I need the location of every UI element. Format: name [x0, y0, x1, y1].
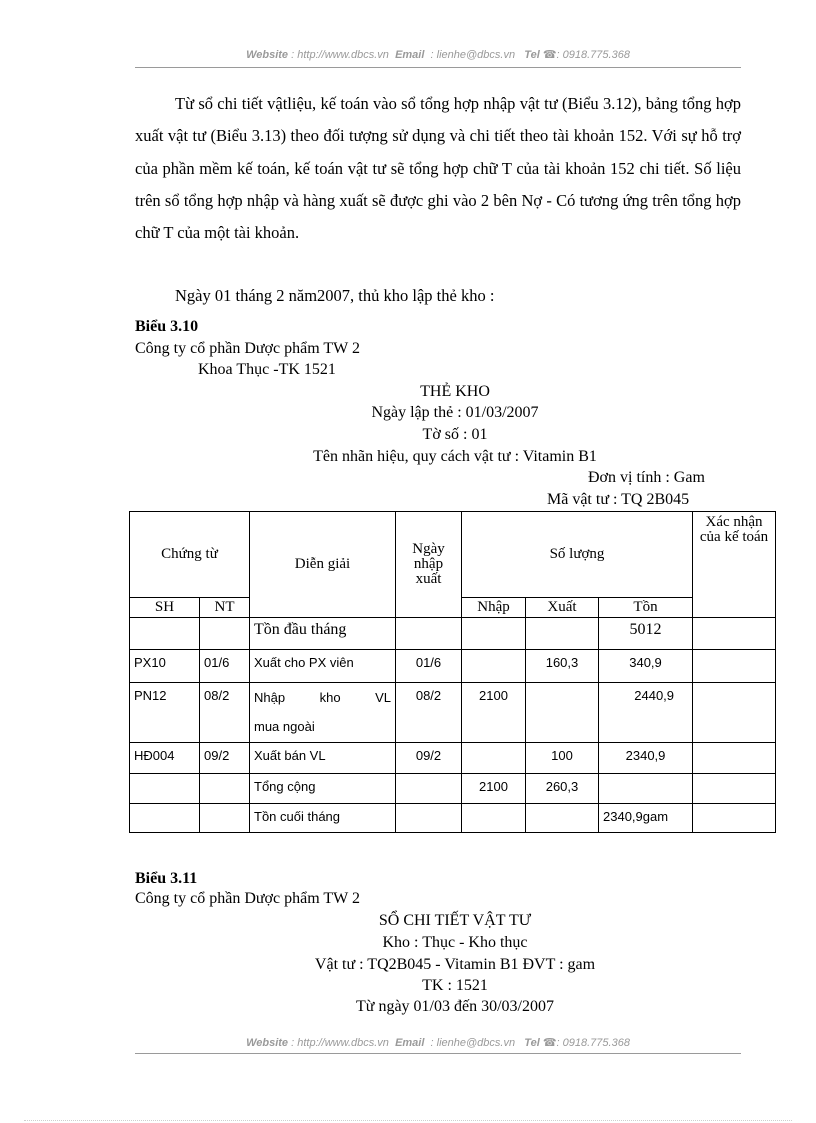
phone-icon: ☎	[542, 49, 557, 61]
intro-date-line: Ngày 01 tháng 2 năm2007, thủ kho lập thẻ kho :	[175, 286, 495, 305]
cell-xuat	[526, 618, 599, 650]
cell-ngay	[396, 618, 462, 650]
cell-nhap	[462, 650, 526, 683]
col-chung-tu: Chứng từ	[130, 512, 250, 598]
cell-xac-nhan	[693, 804, 776, 833]
cell-xuat	[526, 683, 599, 743]
so-chi-tiet-period: Từ ngày 01/03 đến 30/03/2007	[356, 998, 554, 1015]
page-edge-rule	[24, 1120, 792, 1121]
website-label: Website	[246, 49, 289, 61]
email-label: Email	[395, 1037, 425, 1049]
cell-nt	[200, 774, 250, 804]
col-xuat: Xuất	[526, 598, 599, 618]
cell-ton: 2340,9gam	[599, 804, 693, 833]
cell-sh: PX10	[130, 650, 200, 683]
table-row	[130, 650, 776, 683]
email-value: : lienhe@dbcs.vn	[430, 49, 516, 61]
website-value: : http://www.dbcs.vn	[291, 49, 389, 61]
cell-sh	[130, 804, 200, 833]
cell-xac-nhan	[693, 618, 776, 650]
cell-dien-giai: Xuất bán VL	[250, 743, 396, 774]
cell-xuat	[526, 804, 599, 833]
cell-ngay: 08/2	[396, 683, 462, 743]
cell-dien-giai	[250, 683, 396, 743]
tel-value: : 0918.775.368	[556, 49, 630, 61]
email-label: Email	[395, 49, 425, 61]
cell-dien-giai: Tổng cộng	[250, 774, 396, 804]
cell-xuat: 260,3	[526, 774, 599, 804]
the-kho-code: Mã vật tư : TQ 2B045	[547, 491, 690, 508]
col-dien-giai: Diễn giải	[250, 512, 396, 618]
cell-sh: HĐ004	[130, 743, 200, 774]
cell-ngay: 09/2	[396, 743, 462, 774]
cell-nhap	[462, 743, 526, 774]
the-kho-table	[129, 511, 776, 833]
the-kho-brand-spec: Tên nhãn hiệu, quy cách vật tư : Vitamin B1	[313, 448, 597, 465]
website-label: Website	[246, 1037, 289, 1049]
cell-sh: PN12	[130, 683, 200, 743]
cell-ton: 2340,9	[599, 743, 693, 774]
table-row	[130, 774, 776, 804]
cell-sh	[130, 618, 200, 650]
cell-ton: 2440,9	[599, 683, 693, 743]
cell-dien-giai-line2: mua ngoài	[254, 719, 315, 734]
bieu-3-10-label: Biểu 3.10	[135, 318, 199, 335]
tel-value: : 0918.775.368	[556, 1037, 630, 1049]
col-xac-nhan: Xác nhận của kế toán	[693, 512, 776, 618]
bieu-3-11-label: Biểu 3.11	[135, 870, 198, 887]
email-value: : lienhe@dbcs.vn	[430, 1037, 516, 1049]
footer-rule	[135, 1053, 741, 1054]
col-nhap: Nhập	[462, 598, 526, 618]
page-footer	[135, 1036, 741, 1049]
cell-ton: 5012	[599, 618, 693, 650]
cell-ngay: 01/6	[396, 650, 462, 683]
bieu-3-11-company: Công ty cổ phần Dược phẩm TW 2	[135, 890, 360, 907]
table-row	[130, 804, 776, 833]
cell-sh	[130, 774, 200, 804]
page-header	[135, 48, 741, 61]
cell-nt: 09/2	[200, 743, 250, 774]
cell-dien-giai: Tồn cuối tháng	[250, 804, 396, 833]
cell-nhap: 2100	[462, 683, 526, 743]
the-kho-title: THẺ KHO	[420, 383, 490, 400]
table-row	[130, 683, 776, 743]
cell-xac-nhan	[693, 650, 776, 683]
cell-xac-nhan	[693, 743, 776, 774]
table-row	[130, 743, 776, 774]
cell-nhap: 2100	[462, 774, 526, 804]
col-ton: Tồn	[599, 598, 693, 618]
so-chi-tiet-warehouse: Kho : Thục - Kho thục	[382, 934, 528, 951]
col-sh: SH	[130, 598, 200, 618]
cell-nt: 08/2	[200, 683, 250, 743]
table-row	[130, 618, 776, 650]
cell-xuat: 100	[526, 743, 599, 774]
cell-nhap	[462, 804, 526, 833]
phone-icon: ☎	[542, 1037, 557, 1049]
bieu-3-10-warehouse: Khoa Thục -TK 1521	[198, 361, 336, 378]
cell-xuat: 160,3	[526, 650, 599, 683]
cell-ngay	[396, 804, 462, 833]
cell-ngay	[396, 774, 462, 804]
intro-paragraph: Từ sổ chi tiết vậtliệu, kế toán vào sổ tổng hợp nhập vật tư (Biểu 3.12), bảng tổng hợp xuất vật tư (Biểu 3.13) theo đối tượng sử dụng và chi tiết theo tài khoản 152. Với sự hỗ trợ của phần mềm kế toán, kế toán vật tư sẽ tổng hợp chữ T của tài khoản 152 chi tiết. Số liệu trên sổ tổng hợp nhập và hàng xuất sẽ được ghi vào 2 bên Nợ - Có tương ứng trên tổng hợp chữ T của một tài khoản.	[135, 94, 741, 243]
tel-label: Tel	[524, 1037, 540, 1049]
cell-xac-nhan	[693, 774, 776, 804]
tel-label: Tel	[524, 49, 540, 61]
cell-dien-giai-line1: Nhập kho VL	[254, 690, 391, 705]
col-so-luong: Số lượng	[462, 512, 693, 598]
col-nt: NT	[200, 598, 250, 618]
cell-nt: 01/6	[200, 650, 250, 683]
cell-ton: 340,9	[599, 650, 693, 683]
the-kho-created-date: Ngày lập thẻ : 01/03/2007	[371, 404, 539, 421]
website-value: : http://www.dbcs.vn	[291, 1037, 389, 1049]
header-rule	[135, 67, 741, 68]
cell-ton	[599, 774, 693, 804]
the-kho-unit: Đơn vị tính : Gam	[588, 469, 705, 486]
cell-nt	[200, 618, 250, 650]
cell-dien-giai: Xuất cho PX viên	[250, 650, 396, 683]
so-chi-tiet-account: TK : 1521	[422, 977, 488, 994]
so-chi-tiet-material: Vật tư : TQ2B045 - Vitamin B1 ĐVT : gam	[314, 956, 596, 973]
cell-xac-nhan	[693, 683, 776, 743]
the-kho-sheet-no: Tờ số : 01	[422, 426, 488, 443]
bieu-3-10-company: Công ty cổ phần Dược phẩm TW 2	[135, 340, 360, 357]
so-chi-tiet-title: SỔ CHI TIẾT VẬT TƯ	[378, 912, 532, 929]
col-ngay-nhap-xuat: Ngày nhập xuất	[396, 512, 462, 618]
cell-dien-giai: Tồn đầu tháng	[250, 618, 396, 650]
cell-nhap	[462, 618, 526, 650]
cell-nt	[200, 804, 250, 833]
